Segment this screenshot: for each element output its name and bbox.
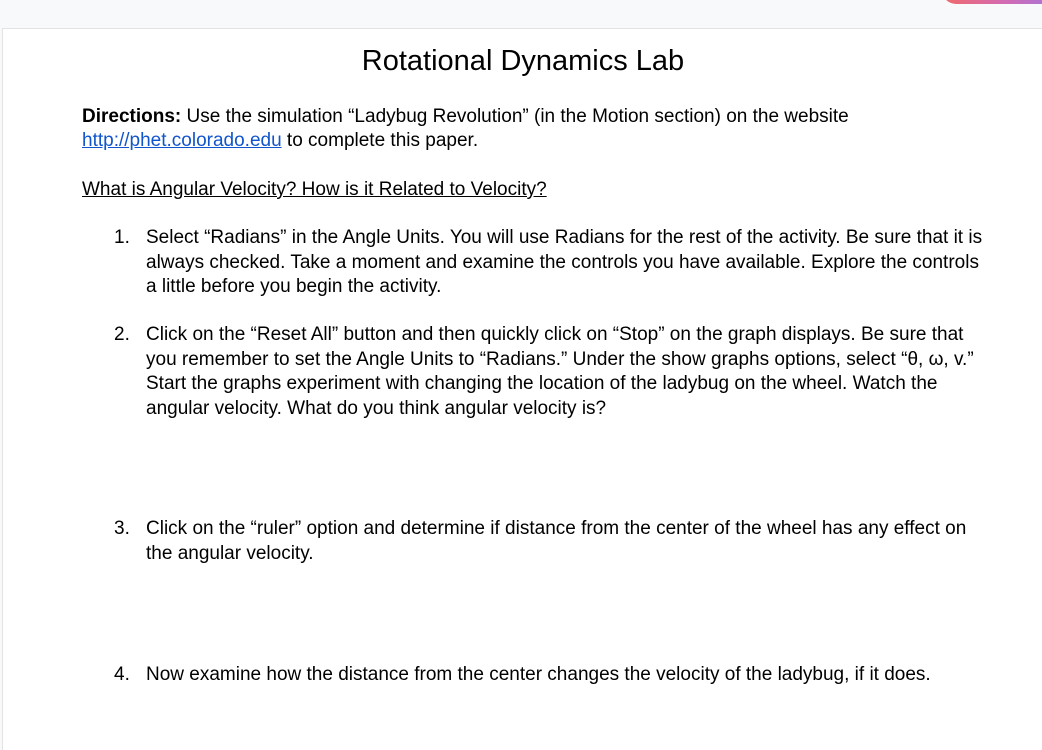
directions-paragraph — [82, 105, 982, 153]
directions-text-after-link: to complete this paper. — [281, 130, 479, 151]
list-item-number: 2. — [114, 324, 130, 345]
directions-text-before-link: Use the simulation “Ladybug Revolution” (in the Motion section) on the website — [181, 106, 849, 127]
directions-label: Directions: — [82, 106, 182, 127]
list-item — [114, 323, 994, 421]
document-page — [2, 28, 1042, 750]
list-item-number: 4. — [114, 664, 130, 685]
list-item-text: Click on the “Reset All” button and then quickly click on “Stop” on the graph displays. Be sure that you remember to set the Angle Units to “Radians.” Under the show graphs options, select “θ, ω, v.” Start the graphs experiment with changing the location of the ladybug on the wheel. Watch the angular velocity. What do you think angular velocity is? — [146, 324, 974, 419]
document-title: Rotational Dynamics Lab — [361, 45, 685, 77]
list-item-number: 3. — [114, 518, 130, 539]
window-corner-accent — [942, 0, 1042, 4]
list-item — [114, 226, 994, 300]
list-item — [114, 663, 994, 688]
list-item-text: Now examine how the distance from the center changes the velocity of the ladybug, if it does. — [146, 664, 931, 685]
list-item-text: Select “Radians” in the Angle Units. You will use Radians for the rest of the activity. Be sure that it is always checked. Take a moment and examine the controls you have available. Explore the controls a little before you begin the activity. — [146, 227, 983, 297]
list-item — [114, 517, 994, 566]
list-item-number: 1. — [114, 227, 130, 248]
section-heading: What is Angular Velocity? How is it Related to Velocity? — [82, 179, 547, 200]
list-item-text: Click on the “ruler” option and determine if distance from the center of the wheel has any effect on the angular velocity. — [146, 518, 967, 564]
phet-website-link[interactable]: http://phet.colorado.edu — [82, 130, 282, 151]
